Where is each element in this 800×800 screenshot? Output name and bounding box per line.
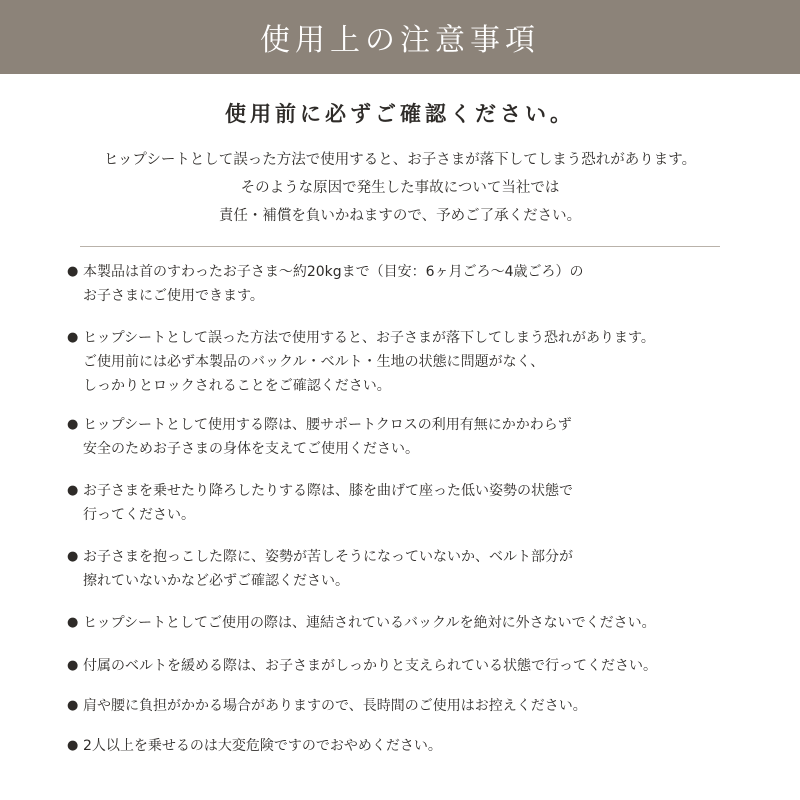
notice-line: 行ってください。 xyxy=(83,507,195,523)
bullet-icon: ● xyxy=(67,330,79,345)
intro-line: ヒップシートとして誤った方法で使用すると、お子さまが落下してしまう恐れがあります。 xyxy=(103,152,697,168)
notice-text xyxy=(83,260,583,308)
subtitle: 使用前に必ずご確認ください。 xyxy=(225,102,575,126)
notice-line: 擦れていないかなど必ずご確認ください。 xyxy=(83,573,349,589)
notes-list xyxy=(67,260,767,758)
notice-line: 本製品は首のすわったお子さま〜約20kgまで（目安：6ヶ月ごろ〜4歳ごろ）の xyxy=(83,264,584,280)
notice-item xyxy=(67,611,767,635)
notice-line: 付属のベルトを緩める際は、お子さまがしっかりと支えられている状態で行ってください。 xyxy=(83,658,657,674)
intro-line: そのような原因で発生した事故について当社では xyxy=(240,180,560,196)
notice-text xyxy=(83,694,587,718)
notice-item xyxy=(67,326,767,398)
notice-line: お子さまを抱っこした際に、姿勢が苦しそうになっていないか、ベルト部分が xyxy=(83,549,573,565)
notice-item xyxy=(67,260,767,308)
notice-text xyxy=(83,654,657,678)
notice-text xyxy=(83,545,573,593)
bullet-icon: ● xyxy=(67,738,79,753)
notice-text xyxy=(83,326,655,398)
bullet-icon: ● xyxy=(67,658,79,673)
notice-line: ヒップシートとしてご使用の際は、連結されているバックルを絶対に外さないでください。 xyxy=(83,615,656,631)
notice-text xyxy=(83,734,442,758)
notice-line: 2人以上を乗せるのは大変危険ですのでおやめください。 xyxy=(83,738,442,754)
notice-item xyxy=(67,413,767,461)
notice-line: 肩や腰に負担がかかる場合がありますので、長時間のご使用はお控えください。 xyxy=(83,698,587,714)
notice-line: ヒップシートとして誤った方法で使用すると、お子さまが落下してしまう恐れがあります。 xyxy=(83,330,655,346)
header-bar xyxy=(0,0,800,74)
notice-text xyxy=(83,413,572,461)
notice-item xyxy=(67,545,767,593)
notice-line: 安全のためお子さまの身体を支えてご使用ください。 xyxy=(83,441,419,457)
notice-text xyxy=(83,611,656,635)
notice-line: ご使用前には必ず本製品のバックル・ベルト・生地の状態に問題がなく、 xyxy=(83,354,545,370)
page-title: 使用上の注意事項 xyxy=(260,23,540,58)
notice-line: お子さまにご使用できます。 xyxy=(83,288,264,304)
notice-line: お子さまを乗せたり降ろしたりする際は、膝を曲げて座った低い姿勢の状態で xyxy=(83,483,573,499)
intro-line: 責任・補償を負いかねますので、予めご了承ください。 xyxy=(218,208,582,224)
divider xyxy=(80,246,720,247)
bullet-icon: ● xyxy=(67,698,79,713)
notice-line: ヒップシートとして使用する際は、腰サポートクロスの利用有無にかかわらず xyxy=(83,417,572,433)
notice-item xyxy=(67,479,767,527)
bullet-icon: ● xyxy=(67,615,79,630)
notice-text xyxy=(83,479,573,527)
notice-line: しっかりとロックされることをご確認ください。 xyxy=(83,378,391,394)
bullet-icon: ● xyxy=(67,483,79,498)
bullet-icon: ● xyxy=(67,549,79,564)
intro-text xyxy=(0,146,800,230)
notice-item xyxy=(67,694,767,718)
bullet-icon: ● xyxy=(67,264,79,279)
notice-item xyxy=(67,654,767,678)
notice-item xyxy=(67,734,767,758)
bullet-icon: ● xyxy=(67,417,79,432)
